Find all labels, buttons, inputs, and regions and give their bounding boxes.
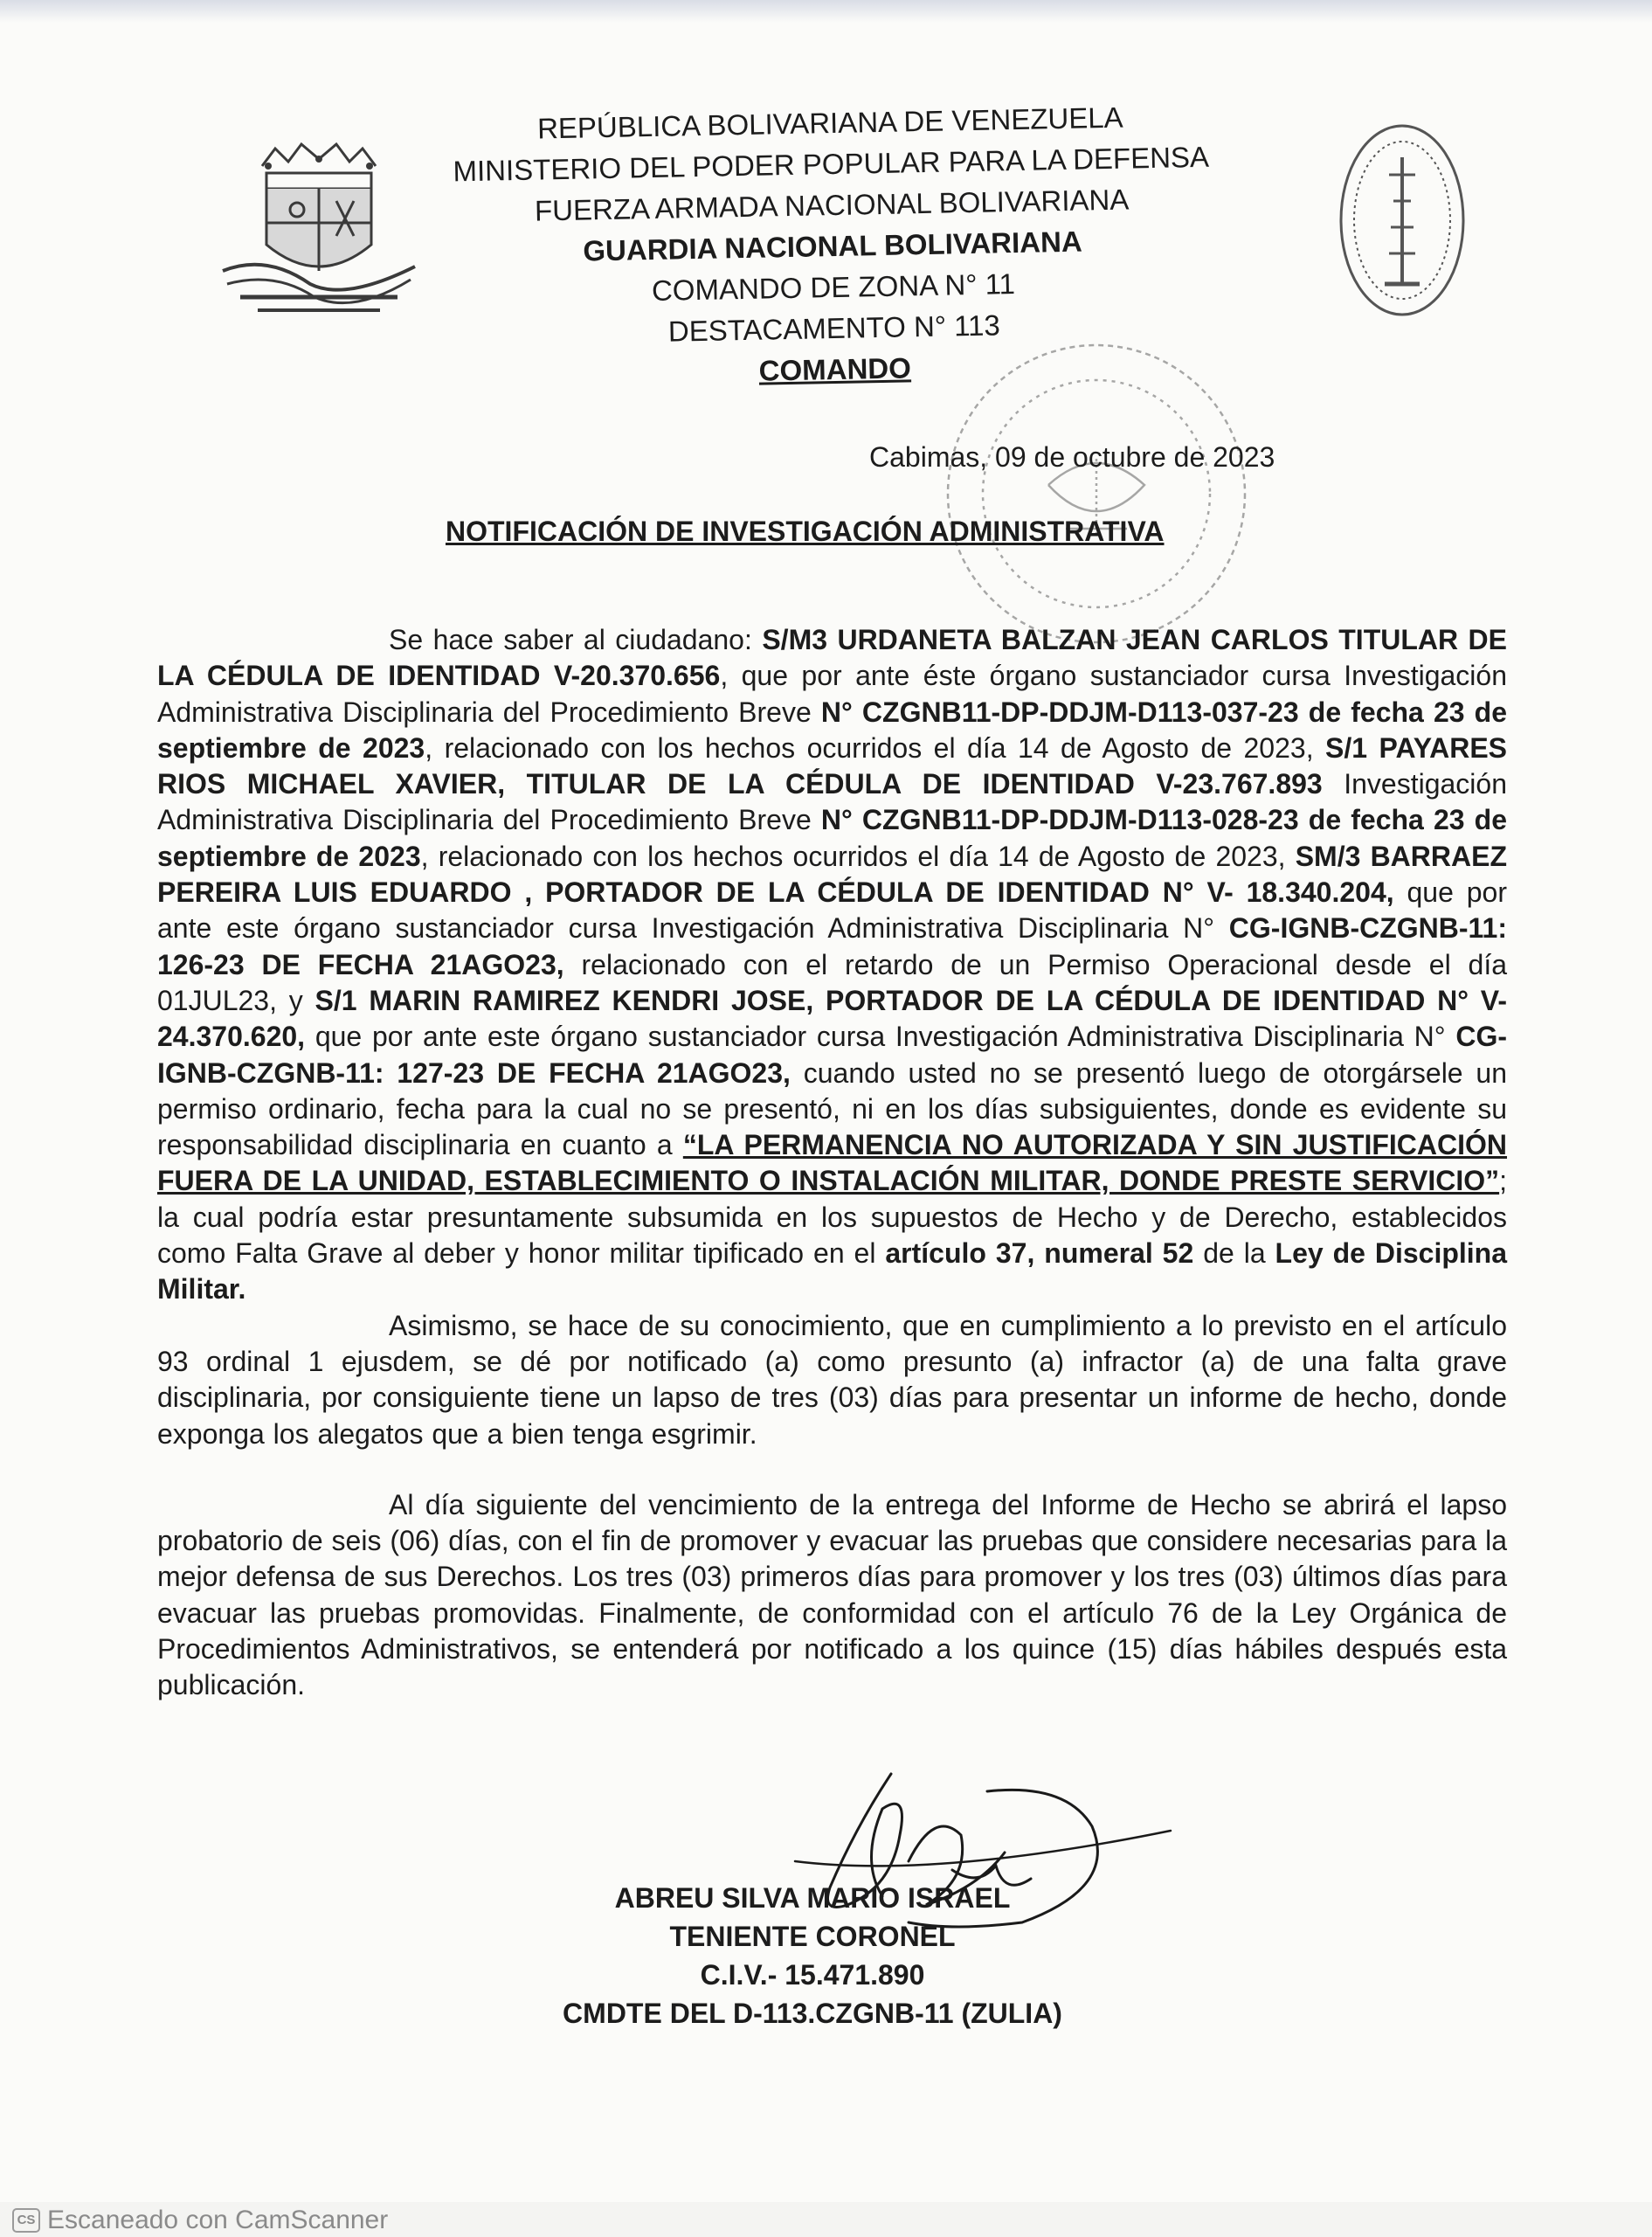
bold-segment: CG-IGNB-CZGNB-11: 127-23 DE FECHA 21AGO23, (157, 1021, 1507, 1089)
text-segment: relacionado con el retardo de un Permiso Operacional desde el día 01JUL23, y (157, 948, 1508, 1016)
official-round-stamp-icon (935, 336, 1258, 651)
evidence-period-paragraph: Al día siguiente del vencimiento de la entrega del Informe de Hecho se abrirá el lapso probatorio de seis (06) días, con el fin de promover y evacuar las pruebas que considere necesarias para la mejor defensa de sus Derechos. Los tres (03) primeros días para promover y los tres (03) últimos días para evacuar las pruebas promovidas. Finalmente, de conformidad con el artículo 76 de la Ley Orgánica de Procedimientos Administrativos, se entenderá por notificado a los quince (15) días hábiles después esta publicación. (157, 1488, 1507, 1701)
bold-segment: N° CZGNB11-DP-DDJM-D113-028-23 de fecha 23 de septiembre de 2023 (157, 804, 1508, 872)
text-segment: Se hace saber al ciudadano: (389, 624, 763, 655)
text-segment: que por ante este órgano sustanciador cursa Investigación Administrativa Disciplinaria N° (305, 1021, 1456, 1053)
header-command: COMANDO (758, 351, 912, 387)
notification-paragraph (157, 622, 1507, 1308)
document-title: NOTIFICACIÓN DE INVESTIGACIÓN ADMINISTRATIVA (446, 516, 1165, 547)
header-national-guard: GUARDIA NACIONAL BOLIVARIANA (583, 225, 1083, 267)
text-segment: que por ante este órgano sustanciador cursa Investigación Administrativa Disciplinaria N° (157, 876, 1508, 945)
oval-seal-icon (1337, 122, 1468, 319)
signatory-civ: C.I.V.- 15.471.890 (700, 1959, 925, 1991)
signatory-rank: TENIENTE CORONEL (669, 1921, 956, 1952)
header-country: REPÚBLICA BOLIVARIANA DE VENEZUELA (536, 100, 1123, 145)
signatory-position: CMDTE DEL D-113.CZGNB-11 (ZULIA) (563, 1998, 1062, 2029)
text-segment: Investigación Administrativa Disciplinaria del Procedimiento Breve (157, 768, 1507, 836)
text-segment: cuando usted no se presentó luego de otorgársele un permiso ordinario, fecha para la cual no se presentó, ni en los días subsiguientes, donde es evidente su responsabilidad disciplinaria en cuanto a (157, 1056, 1508, 1161)
header-armed-force: FUERZA ARMADA NACIONAL BOLIVARIANA (534, 183, 1130, 227)
header-zone-command: COMANDO DE ZONA N° 11 (651, 267, 1016, 308)
camscanner-watermark: Escaneado con CamScanner (47, 2206, 389, 2234)
text-segment: , relacionado con los hechos ocurridos el día 14 de Agosto de 2023, (425, 731, 1326, 764)
text-segment: , relacionado con los hechos ocurridos el día 14 de Agosto de 2023, (420, 840, 1296, 872)
document-body (157, 622, 1507, 1704)
bold-segment: SM/3 BARRAEZ PEREIRA LUIS EDUARDO , PORTADOR DE LA CÉDULA DE IDENTIDAD N° V- 18.340.204, (157, 840, 1508, 909)
header-detachment: DESTACAMENTO N° 113 (667, 308, 1001, 348)
underlined-segment: “LA PERMANENCIA NO AUTORIZADA Y SIN JUSTIFICACIÓN FUERA DE LA UNIDAD, ESTABLECIMIENTO O INSTALACIÓN MILITAR, DONDE PRESTE SERVICIO” (157, 1129, 1508, 1197)
document-date: Cabimas, 09 de octubre de 2023 (869, 441, 1275, 473)
bold-segment: N° CZGNB11-DP-DDJM-D113-037-23 de fecha 23 de septiembre de 2023 (157, 696, 1508, 764)
bold-segment: CG-IGNB-CZGNB-11: 126-23 DE FECHA 21AGO23, (157, 912, 1507, 980)
notice-paragraph: Asimismo, se hace de su conocimiento, que en cumplimiento a lo previsto en el artículo 93 ordinal 1 ejusdem, se dé por notificado (a) como presunto (a) infractor (a) de una falta grave disciplinaria, por consiguiente tiene un lapso de tres (03) días para presentar un informe de hecho, donde exponga los alegatos que a bien tenga esgrimir. (157, 1309, 1507, 1450)
signatory-name: ABREU SILVA MARIO ISRAEL (614, 1882, 1011, 1914)
bold-segment: S/1 MARIN RAMIREZ KENDRI JOSE, PORTADOR DE LA CÉDULA DE IDENTIDAD N° V- 24.370.620, (157, 984, 1508, 1053)
bold-segment: Ley de Disciplina Militar. (157, 1237, 1508, 1305)
bold-segment: S/M3 URDANETA BALZAN JEAN CARLOS TITULAR DE LA CÉDULA DE IDENTIDAD V-20.370.656 (157, 624, 1508, 692)
header-ministry: MINISTERIO DEL PODER POPULAR PARA LA DEFENSA (453, 140, 1210, 188)
camscanner-logo-icon: CS (12, 2208, 40, 2233)
bold-segment: artículo 37, numeral 52 (885, 1237, 1194, 1270)
text-segment: , que por ante éste órgano sustanciador cursa Investigación Administrativa Disciplinaria del Procedimiento Breve (157, 660, 1507, 728)
scan-edge-shadow (0, 0, 1652, 23)
text-segment: de la (1193, 1237, 1275, 1270)
text-segment: ; la cual podría estar presuntamente subsumida en los supuestos de Hecho y de Derecho, establecidos como Falta Grave al deber y honor militar tipificado en el (157, 1165, 1507, 1270)
bold-segment: S/1 PAYARES RIOS MICHAEL XAVIER, TITULAR DE LA CÉDULA DE IDENTIDAD V-23.767.893 (157, 731, 1507, 800)
signatory-block (489, 1879, 1136, 2033)
